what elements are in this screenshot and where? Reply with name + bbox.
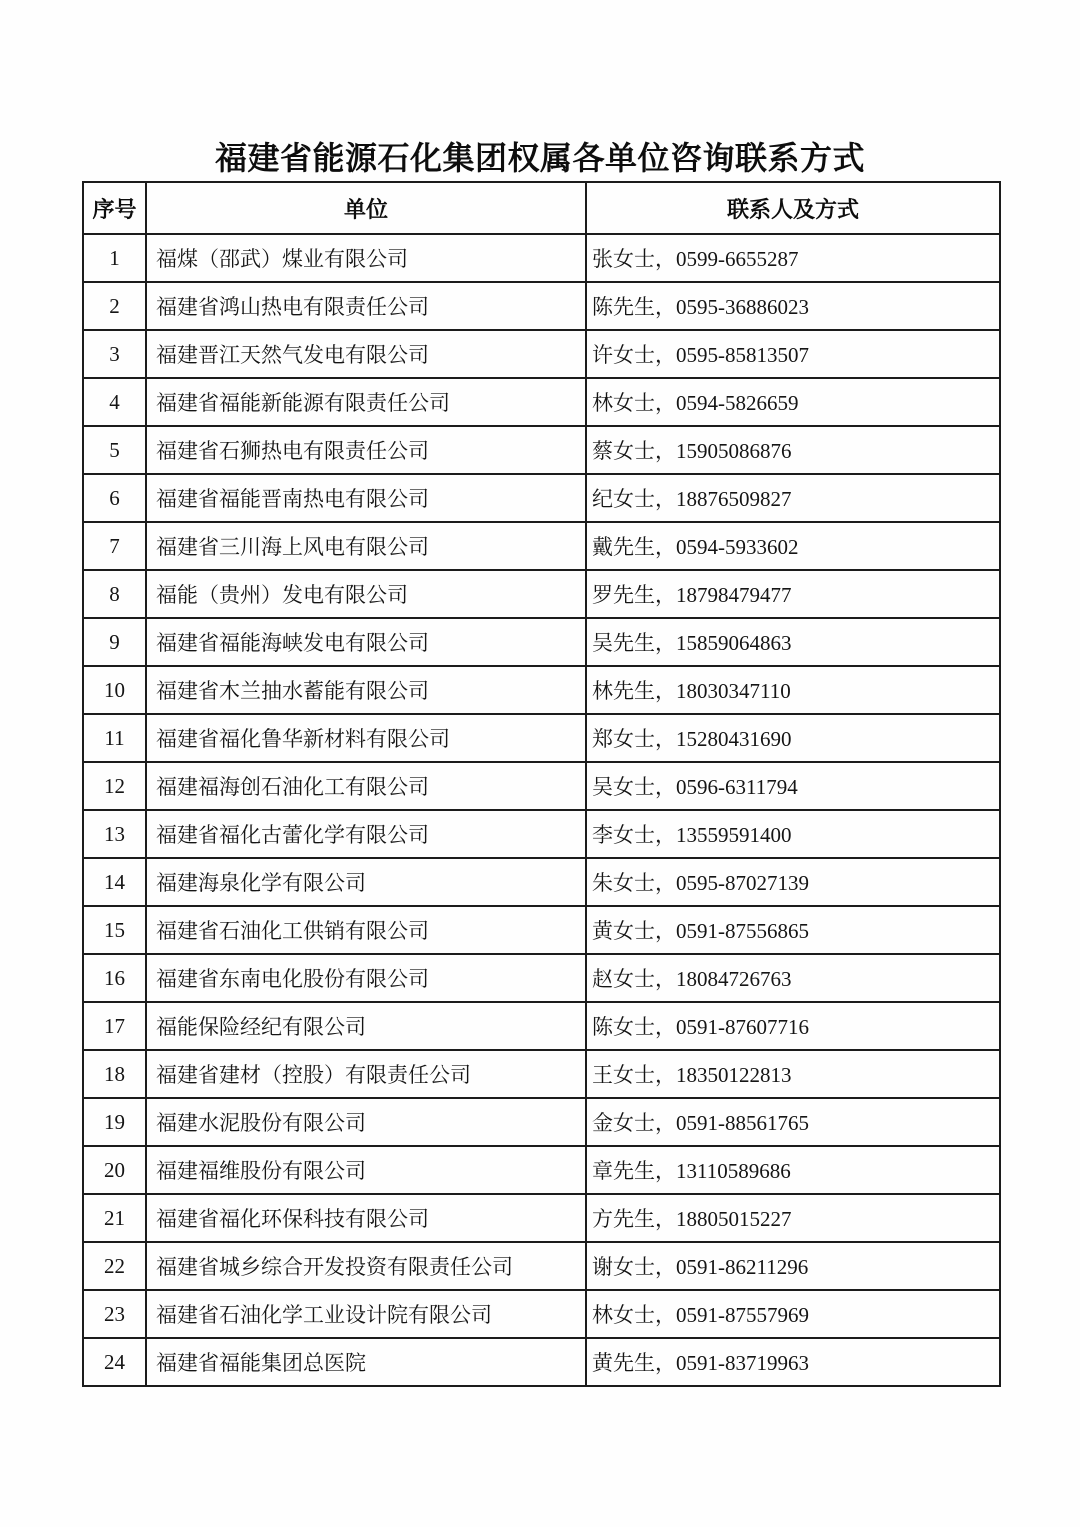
- row-number-cell: 17: [83, 1002, 146, 1050]
- contact-cell: 章先生，13110589686: [586, 1146, 1000, 1194]
- table-row: [83, 762, 1000, 810]
- table-row: [83, 666, 1000, 714]
- table-row: [83, 282, 1000, 330]
- header-cell-unit: 单位: [146, 182, 586, 234]
- unit-cell: 福建省福能晋南热电有限公司: [146, 474, 586, 522]
- table-row: [83, 618, 1000, 666]
- contact-cell: 方先生，18805015227: [586, 1194, 1000, 1242]
- table-row: [83, 714, 1000, 762]
- unit-cell: 福建省建材（控股）有限责任公司: [146, 1050, 586, 1098]
- header-cell-contact: 联系人及方式: [586, 182, 1000, 234]
- row-number-cell: 8: [83, 570, 146, 618]
- unit-cell: 福建省福能新能源有限责任公司: [146, 378, 586, 426]
- contact-cell: 金女士，0591-88561765: [586, 1098, 1000, 1146]
- contact-cell: 赵女士，18084726763: [586, 954, 1000, 1002]
- table-row: [83, 426, 1000, 474]
- contact-table: [82, 181, 1001, 1387]
- row-number-cell: 18: [83, 1050, 146, 1098]
- row-number-cell: 10: [83, 666, 146, 714]
- contact-cell: 罗先生，18798479477: [586, 570, 1000, 618]
- contact-cell: 吴先生，15859064863: [586, 618, 1000, 666]
- row-number-cell: 16: [83, 954, 146, 1002]
- row-number-cell: 7: [83, 522, 146, 570]
- contact-cell: 许女士，0595-85813507: [586, 330, 1000, 378]
- row-number-cell: 19: [83, 1098, 146, 1146]
- table-row: [83, 234, 1000, 282]
- contact-cell: 谢女士，0591-86211296: [586, 1242, 1000, 1290]
- unit-cell: 福建水泥股份有限公司: [146, 1098, 586, 1146]
- unit-cell: 福建省城乡综合开发投资有限责任公司: [146, 1242, 586, 1290]
- table-row: [83, 1146, 1000, 1194]
- table-row: [83, 1098, 1000, 1146]
- contact-cell: 蔡女士，15905086876: [586, 426, 1000, 474]
- table-row: [83, 570, 1000, 618]
- unit-cell: 福建省福化鲁华新材料有限公司: [146, 714, 586, 762]
- contact-cell: 林女士，0591-87557969: [586, 1290, 1000, 1338]
- row-number-cell: 2: [83, 282, 146, 330]
- contact-cell: 陈先生，0595-36886023: [586, 282, 1000, 330]
- row-number-cell: 12: [83, 762, 146, 810]
- contact-cell: 郑女士，15280431690: [586, 714, 1000, 762]
- row-number-cell: 4: [83, 378, 146, 426]
- unit-cell: 福建晋江天然气发电有限公司: [146, 330, 586, 378]
- unit-cell: 福建省三川海上风电有限公司: [146, 522, 586, 570]
- table-row: [83, 1002, 1000, 1050]
- contact-cell: 林先生，18030347110: [586, 666, 1000, 714]
- table-row: [83, 330, 1000, 378]
- contact-cell: 朱女士，0595-87027139: [586, 858, 1000, 906]
- row-number-cell: 15: [83, 906, 146, 954]
- row-number-cell: 24: [83, 1338, 146, 1386]
- unit-cell: 福建省石狮热电有限责任公司: [146, 426, 586, 474]
- row-number-cell: 11: [83, 714, 146, 762]
- row-number-cell: 6: [83, 474, 146, 522]
- table-row: [83, 1194, 1000, 1242]
- table-row: [83, 522, 1000, 570]
- unit-cell: 福能保险经纪有限公司: [146, 1002, 586, 1050]
- header-cell-number: 序号: [83, 182, 146, 234]
- contact-cell: 黄先生，0591-83719963: [586, 1338, 1000, 1386]
- contact-cell: 张女士，0599-6655287: [586, 234, 1000, 282]
- row-number-cell: 9: [83, 618, 146, 666]
- table-row: [83, 906, 1000, 954]
- unit-cell: 福建福海创石油化工有限公司: [146, 762, 586, 810]
- table-body: [83, 234, 1000, 1386]
- row-number-cell: 20: [83, 1146, 146, 1194]
- document-title: 福建省能源石化集团权属各单位咨询联系方式: [214, 140, 865, 176]
- table-row: [83, 810, 1000, 858]
- contact-cell: 陈女士，0591-87607716: [586, 1002, 1000, 1050]
- unit-cell: 福建省东南电化股份有限公司: [146, 954, 586, 1002]
- unit-cell: 福建省石油化学工业设计院有限公司: [146, 1290, 586, 1338]
- contact-cell: 吴女士，0596-6311794: [586, 762, 1000, 810]
- contact-cell: 纪女士，18876509827: [586, 474, 1000, 522]
- row-number-cell: 23: [83, 1290, 146, 1338]
- unit-cell: 福煤（邵武）煤业有限公司: [146, 234, 586, 282]
- table-row: [83, 1242, 1000, 1290]
- table-row: [83, 474, 1000, 522]
- contact-cell: 王女士，18350122813: [586, 1050, 1000, 1098]
- unit-cell: 福建海泉化学有限公司: [146, 858, 586, 906]
- unit-cell: 福建福维股份有限公司: [146, 1146, 586, 1194]
- unit-cell: 福能（贵州）发电有限公司: [146, 570, 586, 618]
- unit-cell: 福建省石油化工供销有限公司: [146, 906, 586, 954]
- row-number-cell: 14: [83, 858, 146, 906]
- table-row: [83, 1338, 1000, 1386]
- table-header-row: [83, 182, 1000, 234]
- unit-cell: 福建省鸿山热电有限责任公司: [146, 282, 586, 330]
- table-row: [83, 378, 1000, 426]
- row-number-cell: 22: [83, 1242, 146, 1290]
- contact-cell: 林女士，0594-5826659: [586, 378, 1000, 426]
- row-number-cell: 1: [83, 234, 146, 282]
- unit-cell: 福建省福化古蕾化学有限公司: [146, 810, 586, 858]
- row-number-cell: 13: [83, 810, 146, 858]
- contact-cell: 戴先生，0594-5933602: [586, 522, 1000, 570]
- table-row: [83, 1050, 1000, 1098]
- row-number-cell: 21: [83, 1194, 146, 1242]
- table-row: [83, 954, 1000, 1002]
- unit-cell: 福建省福化环保科技有限公司: [146, 1194, 586, 1242]
- contact-cell: 黄女士，0591-87556865: [586, 906, 1000, 954]
- unit-cell: 福建省福能集团总医院: [146, 1338, 586, 1386]
- table-row: [83, 858, 1000, 906]
- unit-cell: 福建省木兰抽水蓄能有限公司: [146, 666, 586, 714]
- unit-cell: 福建省福能海峡发电有限公司: [146, 618, 586, 666]
- table-row: [83, 1290, 1000, 1338]
- row-number-cell: 5: [83, 426, 146, 474]
- row-number-cell: 3: [83, 330, 146, 378]
- contact-cell: 李女士，13559591400: [586, 810, 1000, 858]
